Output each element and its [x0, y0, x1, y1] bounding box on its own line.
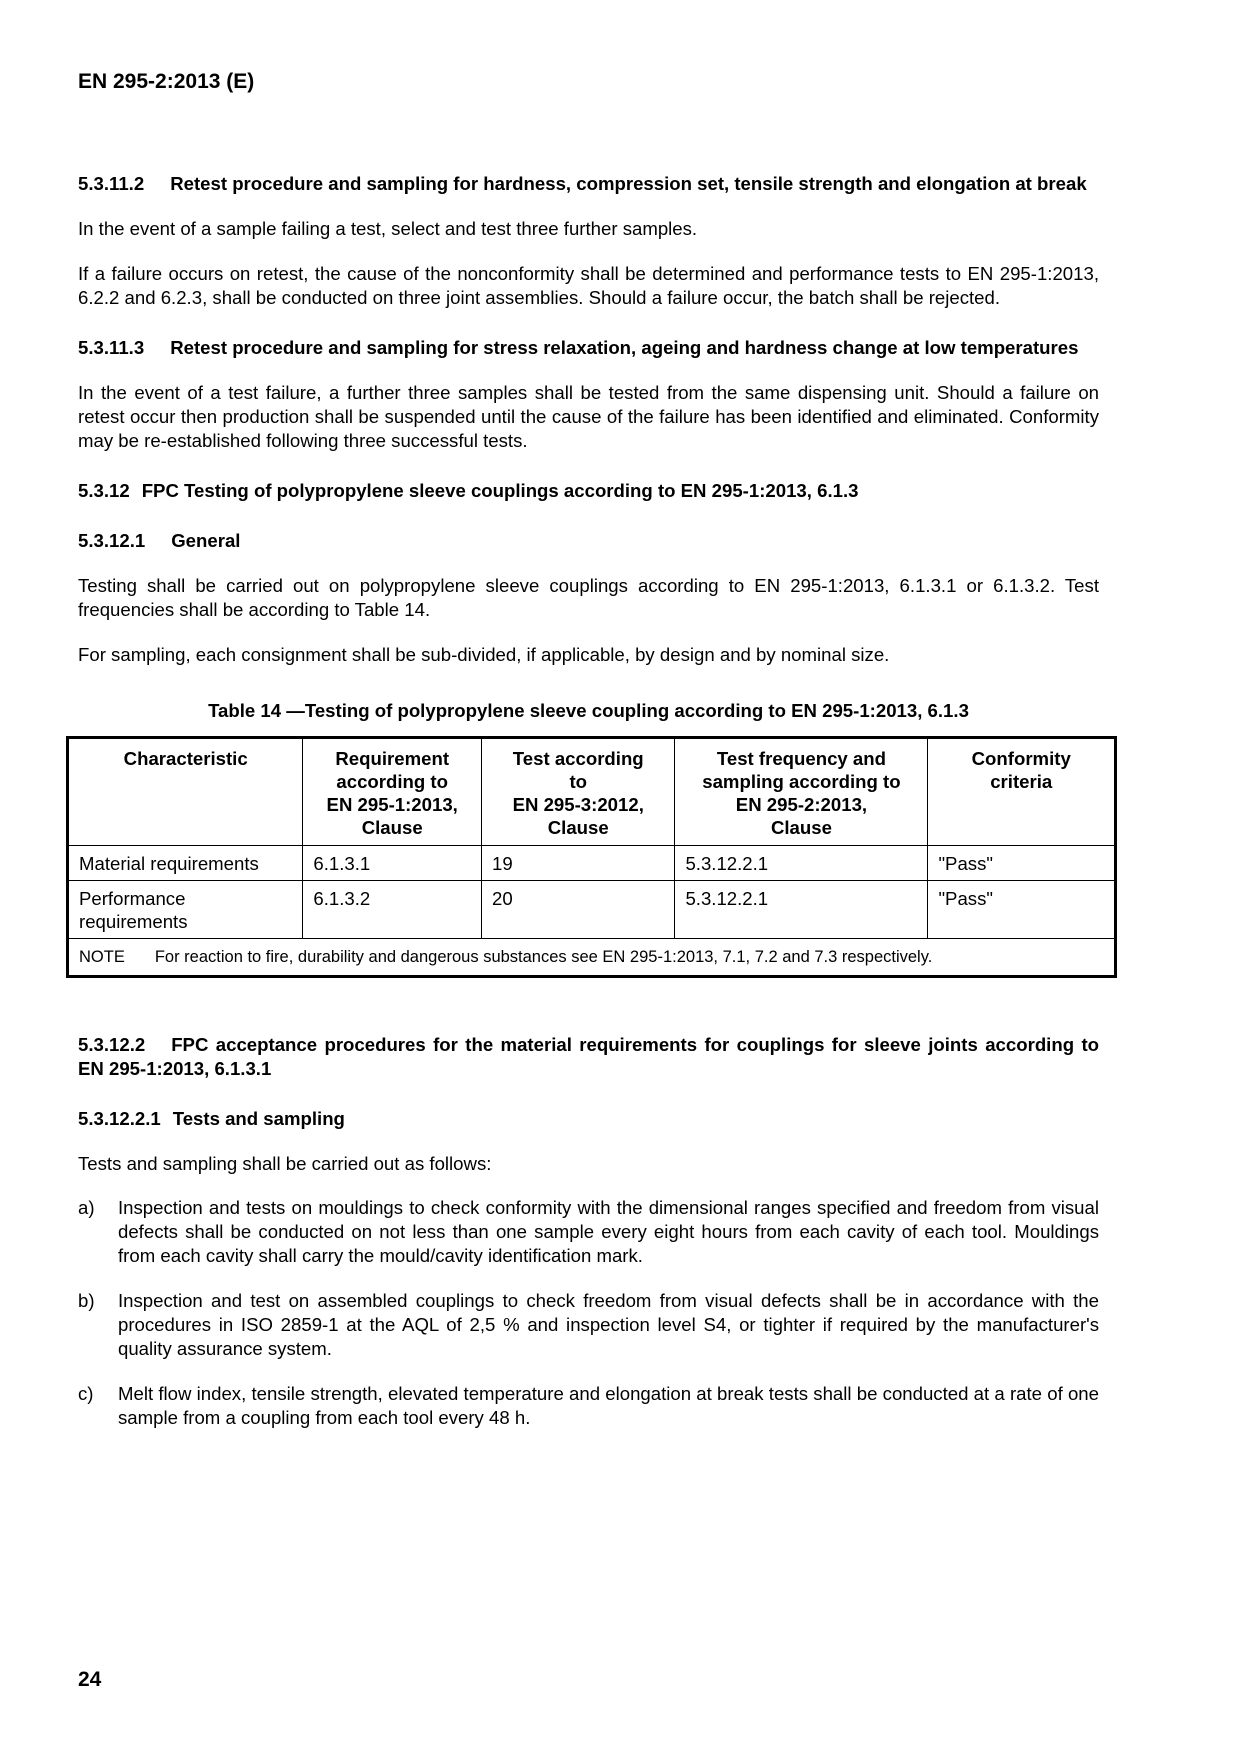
list-text: Inspection and test on assembled couplings to check freedom from visual defects shall be in accordance with the procedures in ISO 2859-1 at the AQL of 2,5 % and inspection level S4, or tighter if required by the manufacturer's quality assurance system.	[118, 1290, 1099, 1359]
table-cell: Performance requirements	[68, 881, 303, 939]
paragraph: If a failure occurs on retest, the cause of the nonconformity shall be determined and performance tests to EN 295-1:2013, 6.2.2 and 6.2.3, shall be conducted on three joint assemblies. Should a failure occur, the batch shall be rejected.	[78, 263, 1099, 308]
section-title: Tests and sampling	[172, 1108, 345, 1129]
table-cell: "Pass"	[928, 881, 1116, 939]
section-number: 5.3.12.1	[78, 530, 146, 551]
table-row	[68, 846, 1116, 881]
table-cell: 20	[482, 881, 675, 939]
note-label: NOTE	[79, 948, 125, 966]
table-cell: 5.3.12.2.1	[675, 846, 928, 881]
section-number: 5.3.11.3	[78, 337, 145, 358]
table-cell: "Pass"	[928, 846, 1116, 881]
section-number: 5.3.12.2.1	[78, 1108, 161, 1129]
section-title: FPC acceptance procedures for the material requirements for couplings for sleeve joints according to EN 295-1:2013, 6.1.3.1	[78, 1034, 1099, 1079]
section-number: 5.3.12.2	[78, 1034, 146, 1055]
list-item	[78, 1289, 1099, 1361]
page-body	[78, 172, 1099, 1430]
paragraph: Tests and sampling shall be carried out as follows:	[78, 1153, 492, 1174]
header-characteristic: Characteristic	[68, 738, 303, 846]
paragraph: For sampling, each consignment shall be sub-divided, if applicable, by design and by nominal size.	[78, 644, 890, 665]
table-cell: 19	[482, 846, 675, 881]
section-5-3-12-heading	[78, 479, 1099, 503]
section-5-3-11-2-heading	[78, 172, 1099, 196]
section-title: General	[171, 530, 241, 551]
table-row	[68, 881, 1116, 939]
table-14	[66, 736, 1117, 978]
list-item	[78, 1196, 1099, 1268]
list-marker: a)	[78, 1197, 95, 1218]
paragraph: In the event of a test failure, a further three samples shall be tested from the same dispensing unit. Should a failure on retest occur then production shall be suspended until the cause of the failure has been identified and eliminated. Conformity may be re-established following three successful tests.	[78, 382, 1099, 451]
table-header-row	[68, 738, 1116, 846]
table-note-row	[68, 939, 1116, 977]
document-id: EN 295-2:2013 (E)	[78, 70, 255, 93]
section-number: 5.3.12	[78, 480, 130, 501]
page-number: 24	[78, 1668, 102, 1691]
section-5-3-11-3-heading	[78, 336, 1099, 360]
note-text: For reaction to fire, durability and dangerous substances see EN 295-1:2013, 7.1, 7.2 and 7.3 respectively.	[154, 948, 933, 966]
header-test-according: Test according to EN 295-3:2012, Clause	[482, 738, 675, 846]
table-cell: 6.1.3.1	[303, 846, 482, 881]
section-title: FPC Testing of polypropylene sleeve couplings according to EN 295-1:2013, 6.1.3	[141, 480, 859, 501]
paragraph: Testing shall be carried out on polypropylene sleeve couplings according to EN 295-1:2013, 6.1.3.1 or 6.1.3.2. Test frequencies shall be according to Table 14.	[78, 575, 1099, 620]
section-5-3-12-2-1-heading	[78, 1107, 1099, 1131]
section-number: 5.3.11.2	[78, 173, 145, 194]
section-title: Retest procedure and sampling for stress relaxation, ageing and hardness change at low temperatures	[170, 337, 1079, 358]
section-5-3-12-1-heading	[78, 529, 1099, 553]
section-title: Retest procedure and sampling for hardness, compression set, tensile strength and elongation at break	[170, 173, 1087, 194]
procedure-list	[78, 1196, 1099, 1430]
table-caption: Table 14 —Testing of polypropylene sleeve coupling according to EN 295-1:2013, 6.1.3	[208, 700, 969, 721]
header-test-frequency: Test frequency and sampling according to EN 295-2:2013, Clause	[675, 738, 928, 846]
section-5-3-12-2-heading	[78, 1033, 1099, 1081]
list-text: Melt flow index, tensile strength, elevated temperature and elongation at break tests shall be conducted at a rate of one sample from a coupling from each tool every 48 h.	[118, 1383, 1099, 1428]
table-cell: 6.1.3.2	[303, 881, 482, 939]
table-note	[68, 939, 1116, 977]
table-cell: Material requirements	[68, 846, 303, 881]
list-text: Inspection and tests on mouldings to check conformity with the dimensional ranges specified and freedom from visual defects shall be conducted on not less than one sample every eight hours from each cavity of each tool. Mouldings from each cavity shall carry the mould/cavity identification mark.	[118, 1197, 1099, 1266]
header-requirement: Requirement according to EN 295-1:2013, Clause	[303, 738, 482, 846]
header-conformity: Conformity criteria	[928, 738, 1116, 846]
list-marker: b)	[78, 1290, 95, 1311]
paragraph: In the event of a sample failing a test, select and test three further samples.	[78, 218, 698, 239]
list-marker: c)	[78, 1383, 94, 1404]
table-cell: 5.3.12.2.1	[675, 881, 928, 939]
list-item	[78, 1382, 1099, 1430]
